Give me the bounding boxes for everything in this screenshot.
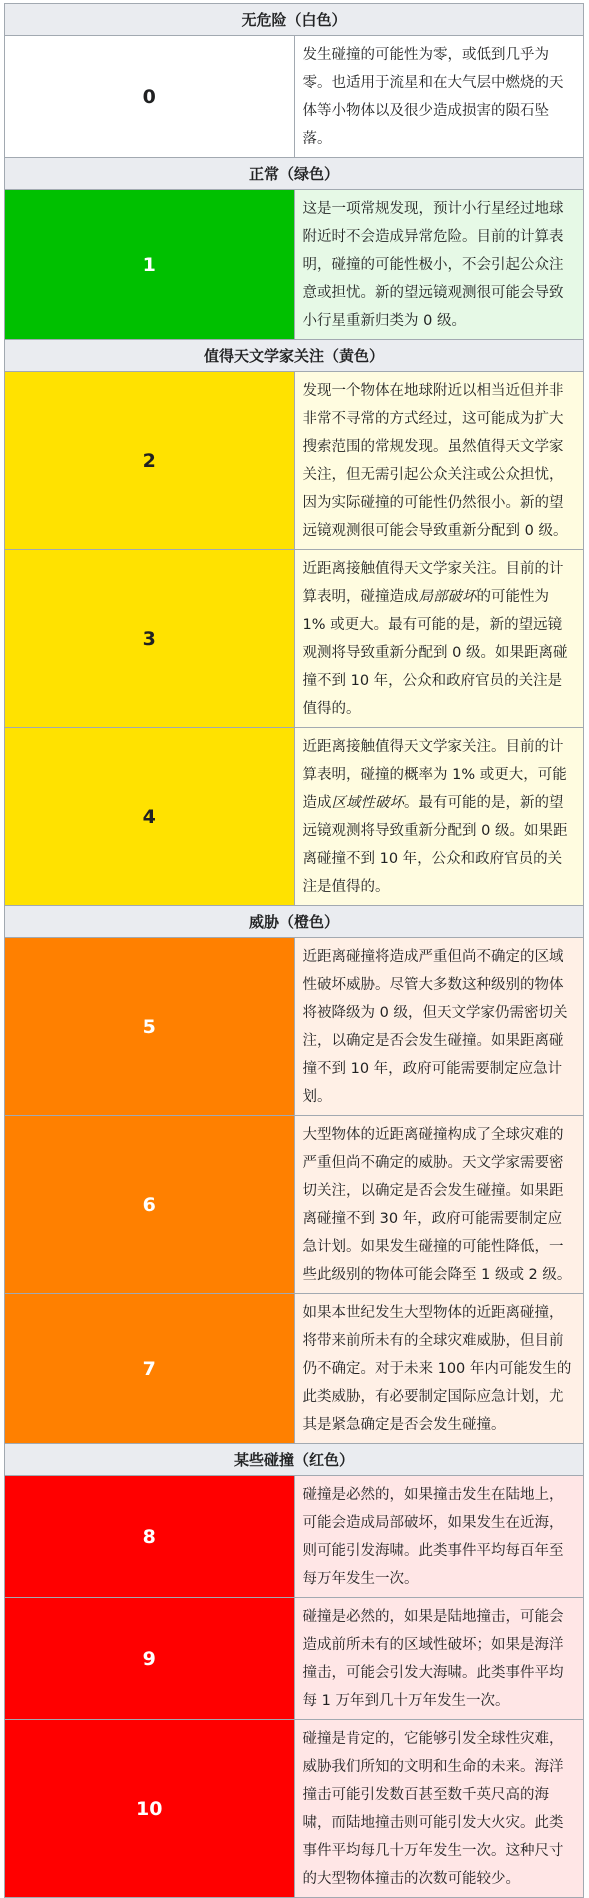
level-number: 3 [5,550,295,728]
level-row-6 [5,1116,584,1294]
level-number: 7 [5,1294,295,1444]
level-row-1 [5,190,584,340]
level-row-7 [5,1294,584,1444]
level-description [294,728,584,906]
description-part: 近距离接触值得天文学家关注。目前的计算表明，碰撞的概率为 1% 或更大，可能造成 [302,739,567,811]
level-description: 碰撞是肯定的，它能够引发全球性灾难，威胁我们所知的文明和生命的未来。海洋撞击可能引发数百甚至数千英尺高的海啸，而陆地撞击则可能引发大火灾。此类事件平均每几十万年发生一次。这种尺寸的大型物体撞击的次数可能较少。 [294,1720,584,1898]
group-title: 值得天文学家关注（黄色） [5,340,584,372]
description-part: 的可能性为 1% 或更大。最有可能的是，新的望远镜观测将导致重新分配到 0 级。如果距离碰撞不到 10 年，公众和政府官员的关注是值得的。 [302,589,568,717]
group-header-green [5,158,584,190]
level-row-10 [5,1720,584,1898]
level-row-8 [5,1476,584,1598]
level-number: 9 [5,1598,295,1720]
level-description: 发现一个物体在地球附近以相当近但并非非常不寻常的方式经过，这可能成为扩大搜索范围的常规发现。虽然值得天文学家关注，但无需引起公众关注或公众担忧，因为实际碰撞的可能性仍然很小。新的望远镜观测很可能会导致重新分配到 0 级。 [294,372,584,550]
level-description: 发生碰撞的可能性为零，或低到几乎为零。也适用于流星和在大气层中燃烧的天体等小物体以及很少造成损害的陨石坠落。 [294,36,584,158]
group-header-orange [5,906,584,938]
group-title: 某些碰撞（红色） [5,1444,584,1476]
level-number: 10 [5,1720,295,1898]
group-header-white [5,4,584,36]
group-header-yellow [5,340,584,372]
level-description: 大型物体的近距离碰撞构成了全球灾难的严重但尚不确定的威胁。天文学家需要密切关注，以确定是否会发生碰撞。如果距离碰撞不到 30 年，政府可能需要制定应急计划。如果发生碰撞的可能性降低，一些此级别的物体可能会降至 1 级或 2 级。 [294,1116,584,1294]
level-description: 碰撞是必然的，如果撞击发生在陆地上，可能会造成局部破坏，如果发生在近海，则可能引发海啸。此类事件平均每百年至每万年发生一次。 [294,1476,584,1598]
level-number: 8 [5,1476,295,1598]
level-number: 0 [5,36,295,158]
level-row-3 [5,550,584,728]
group-title: 正常（绿色） [5,158,584,190]
level-row-4 [5,728,584,906]
level-description: 碰撞是必然的，如果是陆地撞击，可能会造成前所未有的区域性破坏；如果是海洋撞击，可能会引发大海啸。此类事件平均每 1 万年到几十万年发生一次。 [294,1598,584,1720]
level-row-2 [5,372,584,550]
level-row-9 [5,1598,584,1720]
emphasis-term: 局部破坏 [418,589,477,605]
level-description: 如果本世纪发生大型物体的近距离碰撞，将带来前所未有的全球灾难威胁，但目前仍不确定。对于未来 100 年内可能发生的此类威胁，有必要制定国际应急计划，尤其是紧急确定是否会发生碰撞。 [294,1294,584,1444]
group-title: 无危险（白色） [5,4,584,36]
group-header-red [5,1444,584,1476]
level-number: 1 [5,190,295,340]
level-row-5 [5,938,584,1116]
level-description: 近距离碰撞将造成严重但尚不确定的区域性破坏威胁。尽管大多数这种级别的物体将被降级为 0 级，但天文学家仍需密切关注，以确定是否会发生碰撞。如果距离碰撞不到 10 年，政府可能需要制定应急计划。 [294,938,584,1116]
torino-scale-table [4,3,584,1898]
emphasis-term: 区域性破坏 [331,795,404,811]
level-row-0 [5,36,584,158]
group-title: 威胁（橙色） [5,906,584,938]
level-number: 2 [5,372,295,550]
level-number: 4 [5,728,295,906]
description-part: 。最有可能的是，新的望远镜观测将导致重新分配到 0 级。如果距离碰撞不到 10 年，公众和政府官员的关注是值得的。 [302,795,568,895]
description-part: 近距离接触值得天文学家关注。目前的计算表明，碰撞造成 [302,561,564,605]
level-number: 5 [5,938,295,1116]
level-description: 这是一项常规发现，预计小行星经过地球附近时不会造成异常危险。目前的计算表明，碰撞的可能性极小，不会引起公众注意或担忧。新的望远镜观测很可能会导致小行星重新归类为 0 级。 [294,190,584,340]
level-number: 6 [5,1116,295,1294]
level-description [294,550,584,728]
